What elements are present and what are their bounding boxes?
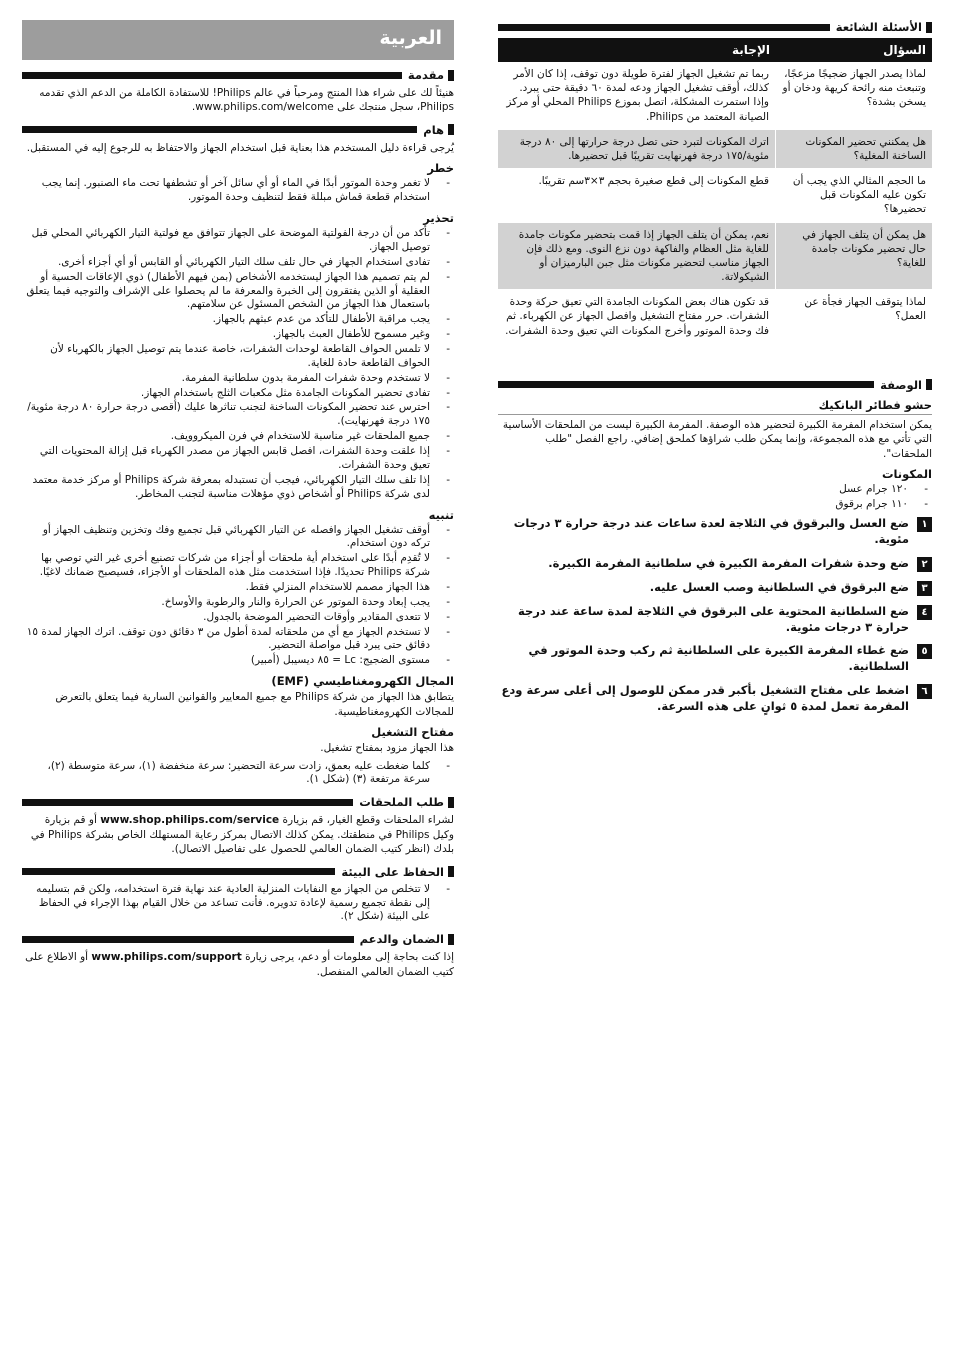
- faq-row: [498, 130, 932, 169]
- switch-title: مفتاح التشغيل: [371, 725, 454, 740]
- language-header: [22, 20, 454, 60]
- list-item: - أوقف تشغيل الجهاز وافصله عن التيار الكهربائي قبل تجميع وفك وتخزين وتنظيف الجهاز أو تركه دون استخدام.: [22, 524, 454, 552]
- shop-link[interactable]: www.shop.philips.com/service: [100, 814, 280, 827]
- step-number: ١: [917, 517, 932, 532]
- section-header-accessories: [22, 795, 454, 809]
- caution-title: تنبيه: [428, 507, 454, 522]
- recipe-steps: [498, 516, 932, 715]
- faq-row: [498, 223, 932, 291]
- faq-answer: ربما تم تشغيل الجهاز لفترة طويلة دون توقف، إذا كان الأمر كذلك، أوقف تشغيل الجهاز ودعه لمدة ٦٠ دقيقة حتى يبرد. وإذا استمرت المشكلة، اتصل بموزع Philips المحلي أو مركز الصيانة المعتمد من Philips.: [498, 62, 776, 129]
- recipe-step: [498, 556, 932, 572]
- list-item: - تأكد من أن درجة الفولتية الموضحة على الجهاز تتوافق مع فولتية التيار الكهربائي المحلي قبل توصيل الجهاز.: [22, 227, 454, 255]
- intro-text: هنيئاً لك على شراء هذا المنتج ومرحباً في عالم Philips! للاستفادة الكاملة من الدعم الذي تقدمه Philips، سجل منتجك على www.philips.com/welcome.: [39, 87, 454, 114]
- step-number: ٦: [917, 684, 932, 699]
- list-item: - ١٢٠ جرام عسل: [498, 483, 932, 497]
- list-item: - لم يتم تصميم هذا الجهاز ليستخدمه الأشخاص (بمن فيهم الأطفال) ذوي الإعاقات الحسية أو العقلية أو الذين يفتقرون إلى الخبرة والمعرفة ما لم يحصلوا على الإشراف والتوجيه فيما يتعلق باستعمال هذا الجهاز من الشخص المسئول عن سلامتهم.: [22, 271, 454, 313]
- important-text: يُرجى قراءة دليل المستخدم هذا بعناية قبل استخدام الجهاز والاحتفاظ به للرجوع إليه في المستقبل.: [26, 141, 454, 154]
- accessories-paragraph: [22, 813, 454, 856]
- accessories-heading: طلب الملحقات: [359, 795, 444, 810]
- recipe-step: [498, 516, 932, 548]
- switch-text: هذا الجهاز مزود بمفتاح تشغيل.: [320, 742, 454, 755]
- faq-table-body: [498, 62, 932, 344]
- list-item: - احترس عند تحضير المكونات الساخنة لتجنب تناثرها عليك (أقصى درجة حرارة ٨٠ درجة مئوية/١٧٥ درجة فهرنهايت).: [22, 401, 454, 429]
- step-text: ضع البرقوق في السلطانية وصب العسل عليه.: [649, 579, 909, 594]
- list-item: - مستوى الضجيج: Lc = ٨٥ ديسيبل (أمبير): [22, 654, 454, 668]
- guarantee-text-before: إذا كنت بحاجة إلى معلومات أو دعم، يرجى زيارة: [245, 951, 454, 964]
- list-item: - جميع الملحقات غير مناسبة للاستخدام في فرن الميكروويف.: [22, 430, 454, 444]
- faq-table-header: [498, 38, 932, 62]
- section-header-recipe: [498, 378, 932, 392]
- faq-question: لماذا يصدر الجهاز ضجيجًا مزعجًا، وتنبعث منه رائحة كريهة ودخان أو يسخن بشدة؟: [782, 68, 926, 109]
- list-item: - إذا علقت وحدة الشفرات، افصل قابس الجهاز من مصدر الكهرباء قبل إزالة المحتويات التي تعيق وحدة الشفرات.: [22, 445, 454, 473]
- section-header-guarantee: [22, 932, 454, 946]
- right-column: [498, 20, 932, 723]
- faq-answer: قطع المكونات إلى قطع صغيرة بحجم ٣×٣سم تقريبًا.: [498, 169, 776, 222]
- faq-question: هل يمكنني تحضير المكونات الساخنة المغلية؟: [805, 135, 926, 162]
- step-text: اضغط على مفتاح التشغيل بأكبر قدر ممكن للوصول إلى أعلى سرعة ودع المفرمة تعمل لمدة ٥ ثوانٍ على هذه السرعة.: [501, 683, 909, 713]
- list-item: - لا تغمر وحدة الموتور أبدًا في الماء أو أي سائل آخر أو تشطفها تحت ماء الصنبور. إنما يجب استخدام قطعة قماش مبللة فقط لتنظيف وحدة الموتور.: [22, 177, 454, 205]
- step-text: ضع العسل والبرقوق في الثلاجة لعدة ساعات عند درجة حرارة ٣ درجات مئوية.: [513, 515, 909, 546]
- recipe-intro: يمكن استخدام المفرمة الكبيرة لتحضير هذه الوصفة. المفرمة الكبيرة ليست من الملحقات الأساسية التي تأتي مع هذه المجموعة، وإنما يمكن طلب شراؤها كملحق إضافي. راجع الفصل "طلب الملحقات".: [498, 414, 932, 461]
- left-column: [22, 20, 454, 983]
- ingredients-title: المكونات: [881, 467, 932, 482]
- recipe-title: حشو فطائر البانكيك: [818, 397, 932, 412]
- recipe-heading: الوصفة: [880, 377, 922, 392]
- step-number: ٣: [917, 581, 932, 596]
- section-header-important: [22, 123, 454, 137]
- list-item: - لا تتخلص من الجهاز مع النفايات المنزلية العادية عند نهاية فترة استخدامه، ولكن قم بتسليمه إلى نقطة تجميع رسمية لإعادة تدويره. فأنت تساعد من خلال القيام بهذا الإجراء في الحفاظ على البيئة (شكل ٢).: [22, 883, 454, 925]
- step-text: ضع غطاء المفرمة الكبيرة على السلطانية ثم ركب وحدة الموتور في السلطانية.: [528, 643, 909, 674]
- section-header-faq: [498, 20, 932, 34]
- support-link[interactable]: www.philips.com/support: [91, 951, 242, 964]
- important-heading: هام: [423, 122, 444, 137]
- list-item: - إذا تلف سلك التيار الكهربائي، فيجب أن تستبدله بمعرفة شركة Philips أو مركز خدمة معتمد لدى شركة Philips أو أشخاص ذوي مؤهلات مناسبة لتجنب المخاطر.: [22, 474, 454, 502]
- recipe-step: [498, 683, 932, 715]
- ingredients-list: [498, 483, 932, 512]
- faq-row: [498, 290, 932, 344]
- list-item: - يجب مراقبة الأطفال للتأكد من عدم عبثهم بالجهاز.: [22, 313, 454, 327]
- warning-list: [22, 227, 454, 501]
- faq-answer: نعم، يمكن أن يتلف الجهاز إذا قمت بتحضير مكونات جامدة للغاية مثل العظام والفاكهة دون نزع النوى. ومع ذلك فإن الجهاز مناسب لتحضير مكونات مثل جبن البارميزان أو الشيكولاتة.: [498, 223, 776, 290]
- faq-row: [498, 62, 932, 130]
- faq-question: ما الحجم المثالي الذي يجب أن تكون عليه المكونات قبل تحضيرها؟: [792, 175, 926, 216]
- accessories-text-after: أو قم بزيارة وكيل Philips في منطقتك. يمكن كذلك الاتصال بمركز رعاية المستهلك الخاص بشركة Philips في بلدك (انظر كتيب الضمان العالمي للحصول على تفاصيل الاتصال).: [30, 814, 454, 856]
- emf-text: يتطابق هذا الجهاز من شركة Philips مع جميع المعايير والقوانين السارية فيما يتعلق بالتعرض للمجالات الكهرومغناطيسية.: [55, 691, 454, 718]
- list-item: - هذا الجهاز مصمم للاستخدام المنزلي فقط.: [22, 581, 454, 595]
- guarantee-heading: الضمان والدعم: [359, 932, 444, 947]
- step-number: ٥: [917, 644, 932, 659]
- guarantee-paragraph: [22, 950, 454, 979]
- intro-heading: مقدمة: [407, 68, 444, 82]
- danger-list: [22, 177, 454, 205]
- step-number: ٢: [917, 557, 932, 572]
- list-item: - لا تُقدِم أبدًا على استخدام أية ملحقات أو أجزاء من شركات تصنيع أخرى غير التي توصي بها شركة Philips تحديدًا. فإذا استخدمت مثل هذه الملحقات أو الأجزاء، فسيصبح ضمانك لاغيًا.: [22, 552, 454, 580]
- recipe-step: [498, 643, 932, 675]
- list-item: - يجب إبعاد وحدة الموتور عن الحرارة والنار والرطوبة والأوساخ.: [22, 596, 454, 610]
- list-item: - كلما ضغطت عليه بعمق، زادت سرعة التحضير: سرعة منخفضة (١)، سرعة متوسطة (٢)، سرعة مرتفعة (٣) (شكل ١).: [22, 760, 454, 788]
- faq-answer: اترك المكونات لتبرد حتى تصل درجة حرارتها إلى ٨٠ درجة مئوية/١٧٥ درجة فهرنهايت تقريبًا قبل تحضيرها.: [498, 130, 776, 168]
- faq-row: [498, 169, 932, 223]
- list-item: - ١١٠ جرام برقوق: [498, 498, 932, 512]
- faq-col-answer: الإجابة: [732, 43, 770, 57]
- list-item: - تفادى استخدام الجهاز في حال تلف سلك التيار الكهربائي أو القابس أو أي أجزاء أخرى.: [22, 256, 454, 270]
- faq-answer: قد تكون هناك بعض المكونات الجامدة التي تعيق حركة وحدة الشفرات. حرر مفتاح التشغيل وافصل الجهاز عن الكهرباء. ثم فك وحدة الموتور وأخرج المكونات التي تعيق وحدة الشفرات.: [498, 290, 776, 343]
- step-number: ٤: [917, 605, 932, 620]
- step-text: ضع السلطانية المحتوية على البرقوق في الثلاجة لمدة ساعة عند درجة حرارة ٣ درجات مئوية.: [518, 603, 909, 634]
- faq-col-question: السؤال: [883, 43, 926, 57]
- environment-heading: الحفاظ على البيئة: [341, 864, 444, 879]
- faq-question: لماذا يتوقف الجهاز فجأة عن العمل؟: [804, 296, 926, 323]
- faq-question: هل يمكن أن يتلف الجهاز في حال تحضير مكونات جامدة للغاية؟: [802, 228, 926, 269]
- list-item: - لا تستخدم الجهاز مع أي من ملحقاته لمدة أطول من ٣ دقائق دون توقف. اترك الجهاز لمدة ١٥ دقائق حتى يبرد قبل مواصلة التحضير.: [22, 626, 454, 654]
- warning-title: تحذير: [423, 211, 454, 226]
- danger-title: خطر: [427, 161, 454, 176]
- guarantee-text-after: أو الاطلاع على كتيب الضمان العالمي المنفصل.: [25, 951, 454, 978]
- list-item: - لا تتعدى المقادير وأوقات التحضير الموضحة بالجدول.: [22, 611, 454, 625]
- list-item: - لا تستخدم وحدة شفرات المفرمة بدون سلطانية المفرمة.: [22, 372, 454, 386]
- section-header-intro: [22, 68, 454, 82]
- recipe-step: [498, 580, 932, 596]
- emf-title: المجال الكهرومغناطيسي (EMF): [271, 674, 454, 689]
- list-item: - تفادى تحضير المكونات الجامدة مثل مكعبات الثلج باستخدام الجهاز.: [22, 387, 454, 401]
- step-text: ضع وحدة شفرات المفرمة الكبيرة في سلطانية المفرمة الكبيرة.: [548, 555, 909, 570]
- accessories-text-before: لشراء الملحقات وقطع الغيار، قم بزيارة: [282, 814, 454, 827]
- list-item: - وغير مسموح للأطفال العبث بالجهاز.: [22, 328, 454, 342]
- language-label: العربية: [379, 27, 442, 49]
- switch-list: [22, 760, 454, 788]
- list-item: - لا تلمس الحواف القاطعة لوحدات الشفرات، خاصة عندما يتم توصيل الجهاز بالكهرباء لأن الحواف القاطعة حادة للغاية.: [22, 343, 454, 371]
- faq-heading: الأسئلة الشائعة: [835, 20, 922, 34]
- section-header-environment: [22, 865, 454, 879]
- caution-list: [22, 524, 454, 669]
- environment-list: [22, 883, 454, 925]
- recipe-step: [498, 604, 932, 636]
